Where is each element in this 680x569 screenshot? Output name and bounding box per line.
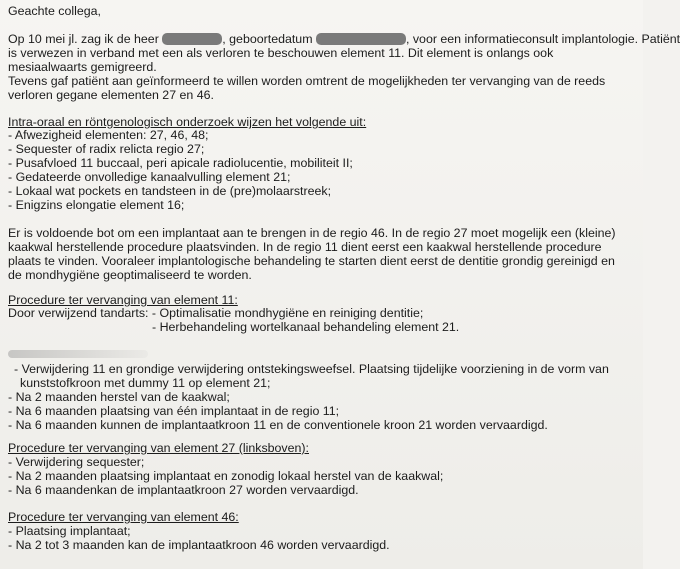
proc11-item: - Na 2 maanden herstel van de kaakwal; bbox=[8, 390, 230, 404]
exam-item: - Lokaal wat pockets en tandsteen in de (pre)molaarstreek; bbox=[8, 184, 332, 198]
proc46-item: - Na 2 tot 3 maanden kan de implantaatkroon 46 worden vervaardigd. bbox=[8, 538, 390, 552]
exam-heading: Intra-oraal en röntgenologisch onderzoek wijzen het volgende uit: bbox=[8, 115, 367, 129]
bone-line-4: de mondhygiëne geoptimaliseerd te worden. bbox=[8, 268, 252, 282]
greeting: Geachte collega, bbox=[8, 4, 101, 18]
proc46-item: - Plaatsing implantaat; bbox=[8, 524, 131, 538]
exam-item: - Afwezigheid elementen: 27, 46, 48; bbox=[8, 128, 209, 142]
exam-item: - Enigzins elongatie element 16; bbox=[8, 198, 185, 212]
proc11-referrer-1: Door verwijzend tandarts: - Optimalisatie mondhygiëne en reiniging dentitie; bbox=[8, 306, 424, 320]
proc27-heading: Procedure ter vervanging van element 27 (linksboven): bbox=[8, 441, 309, 455]
intro-text-c: , voor een informatieconsult implantologie. Patiënt bbox=[405, 32, 680, 46]
proc27-item: - Na 6 maandenkan de implantaatkroon 27 worden vervaardigd. bbox=[8, 483, 359, 497]
intro-line-2: is verwezen in verband met een als verloren te beschouwen element 11. Dit element is onlangs ook bbox=[8, 46, 554, 60]
intro-line-4: Tevens gaf patiënt aan geïnformeerd te willen worden omtrent de mogelijkheden ter vervanging van de reeds bbox=[8, 74, 606, 88]
intro-line-3: mesiaalwaarts gemigreerd. bbox=[8, 60, 157, 74]
proc11-item: - Na 6 maanden kunnen de implantaatkroon 11 en de conventionele kroon 21 worden vervaardigd. bbox=[8, 418, 548, 432]
proc11-heading: Procedure ter vervanging van element 11: bbox=[8, 293, 238, 307]
bone-line-1: Er is voldoende bot om een implantaat aan te brengen in de regio 46. In de regio 27 moet mogelijk een (kleine) bbox=[8, 226, 616, 240]
intro-line-5: verloren gegane elementen 27 en 46. bbox=[8, 88, 214, 102]
redacted-name bbox=[162, 33, 222, 45]
redacted-birthdate bbox=[316, 33, 406, 45]
intro-text-b: , geboortedatum bbox=[222, 32, 316, 46]
proc27-item: - Na 2 maanden plaatsing implantaat en zonodig lokaal herstel van de kaakwal; bbox=[8, 469, 444, 483]
proc27-item: - Verwijdering sequester; bbox=[8, 455, 145, 469]
proc11-referrer-2: - Herbehandeling wortelkanaal behandeling element 21. bbox=[152, 320, 460, 334]
exam-item: - Gedateerde onvolledige kanaalvulling element 21; bbox=[8, 170, 291, 184]
proc46-heading: Procedure ter vervanging van element 46: bbox=[8, 510, 239, 524]
intro-text-a: Op 10 mei jl. zag ik de heer bbox=[8, 32, 163, 46]
exam-item: - Sequester of radix relicta regio 27; bbox=[8, 142, 205, 156]
proc11-item: kunststofkroon met dummy 11 op element 21; bbox=[20, 376, 271, 390]
scan-smudge bbox=[8, 350, 148, 358]
intro-line-1 bbox=[8, 32, 680, 46]
proc11-item: - Verwijdering 11 en grondige verwijdering ontstekingsweefsel. Plaatsing tijdelijke voorziening in de vorm van bbox=[14, 362, 609, 376]
proc11-item: - Na 6 maanden plaatsing van één implantaat in de regio 11; bbox=[8, 404, 340, 418]
exam-item: - Pusafvloed 11 buccaal, peri apicale radiolucentie, mobiliteit II; bbox=[8, 156, 353, 170]
bone-line-3: plaats te vinden. Vooraleer implantologische behandeling te starten dient eerst de dentitie grondig gereinigd en bbox=[8, 254, 615, 268]
bone-line-2: kaakwal herstellende procedure plaatsvinden. In de regio 11 dient eerst een kaakwal herstellende procedure bbox=[8, 240, 602, 254]
